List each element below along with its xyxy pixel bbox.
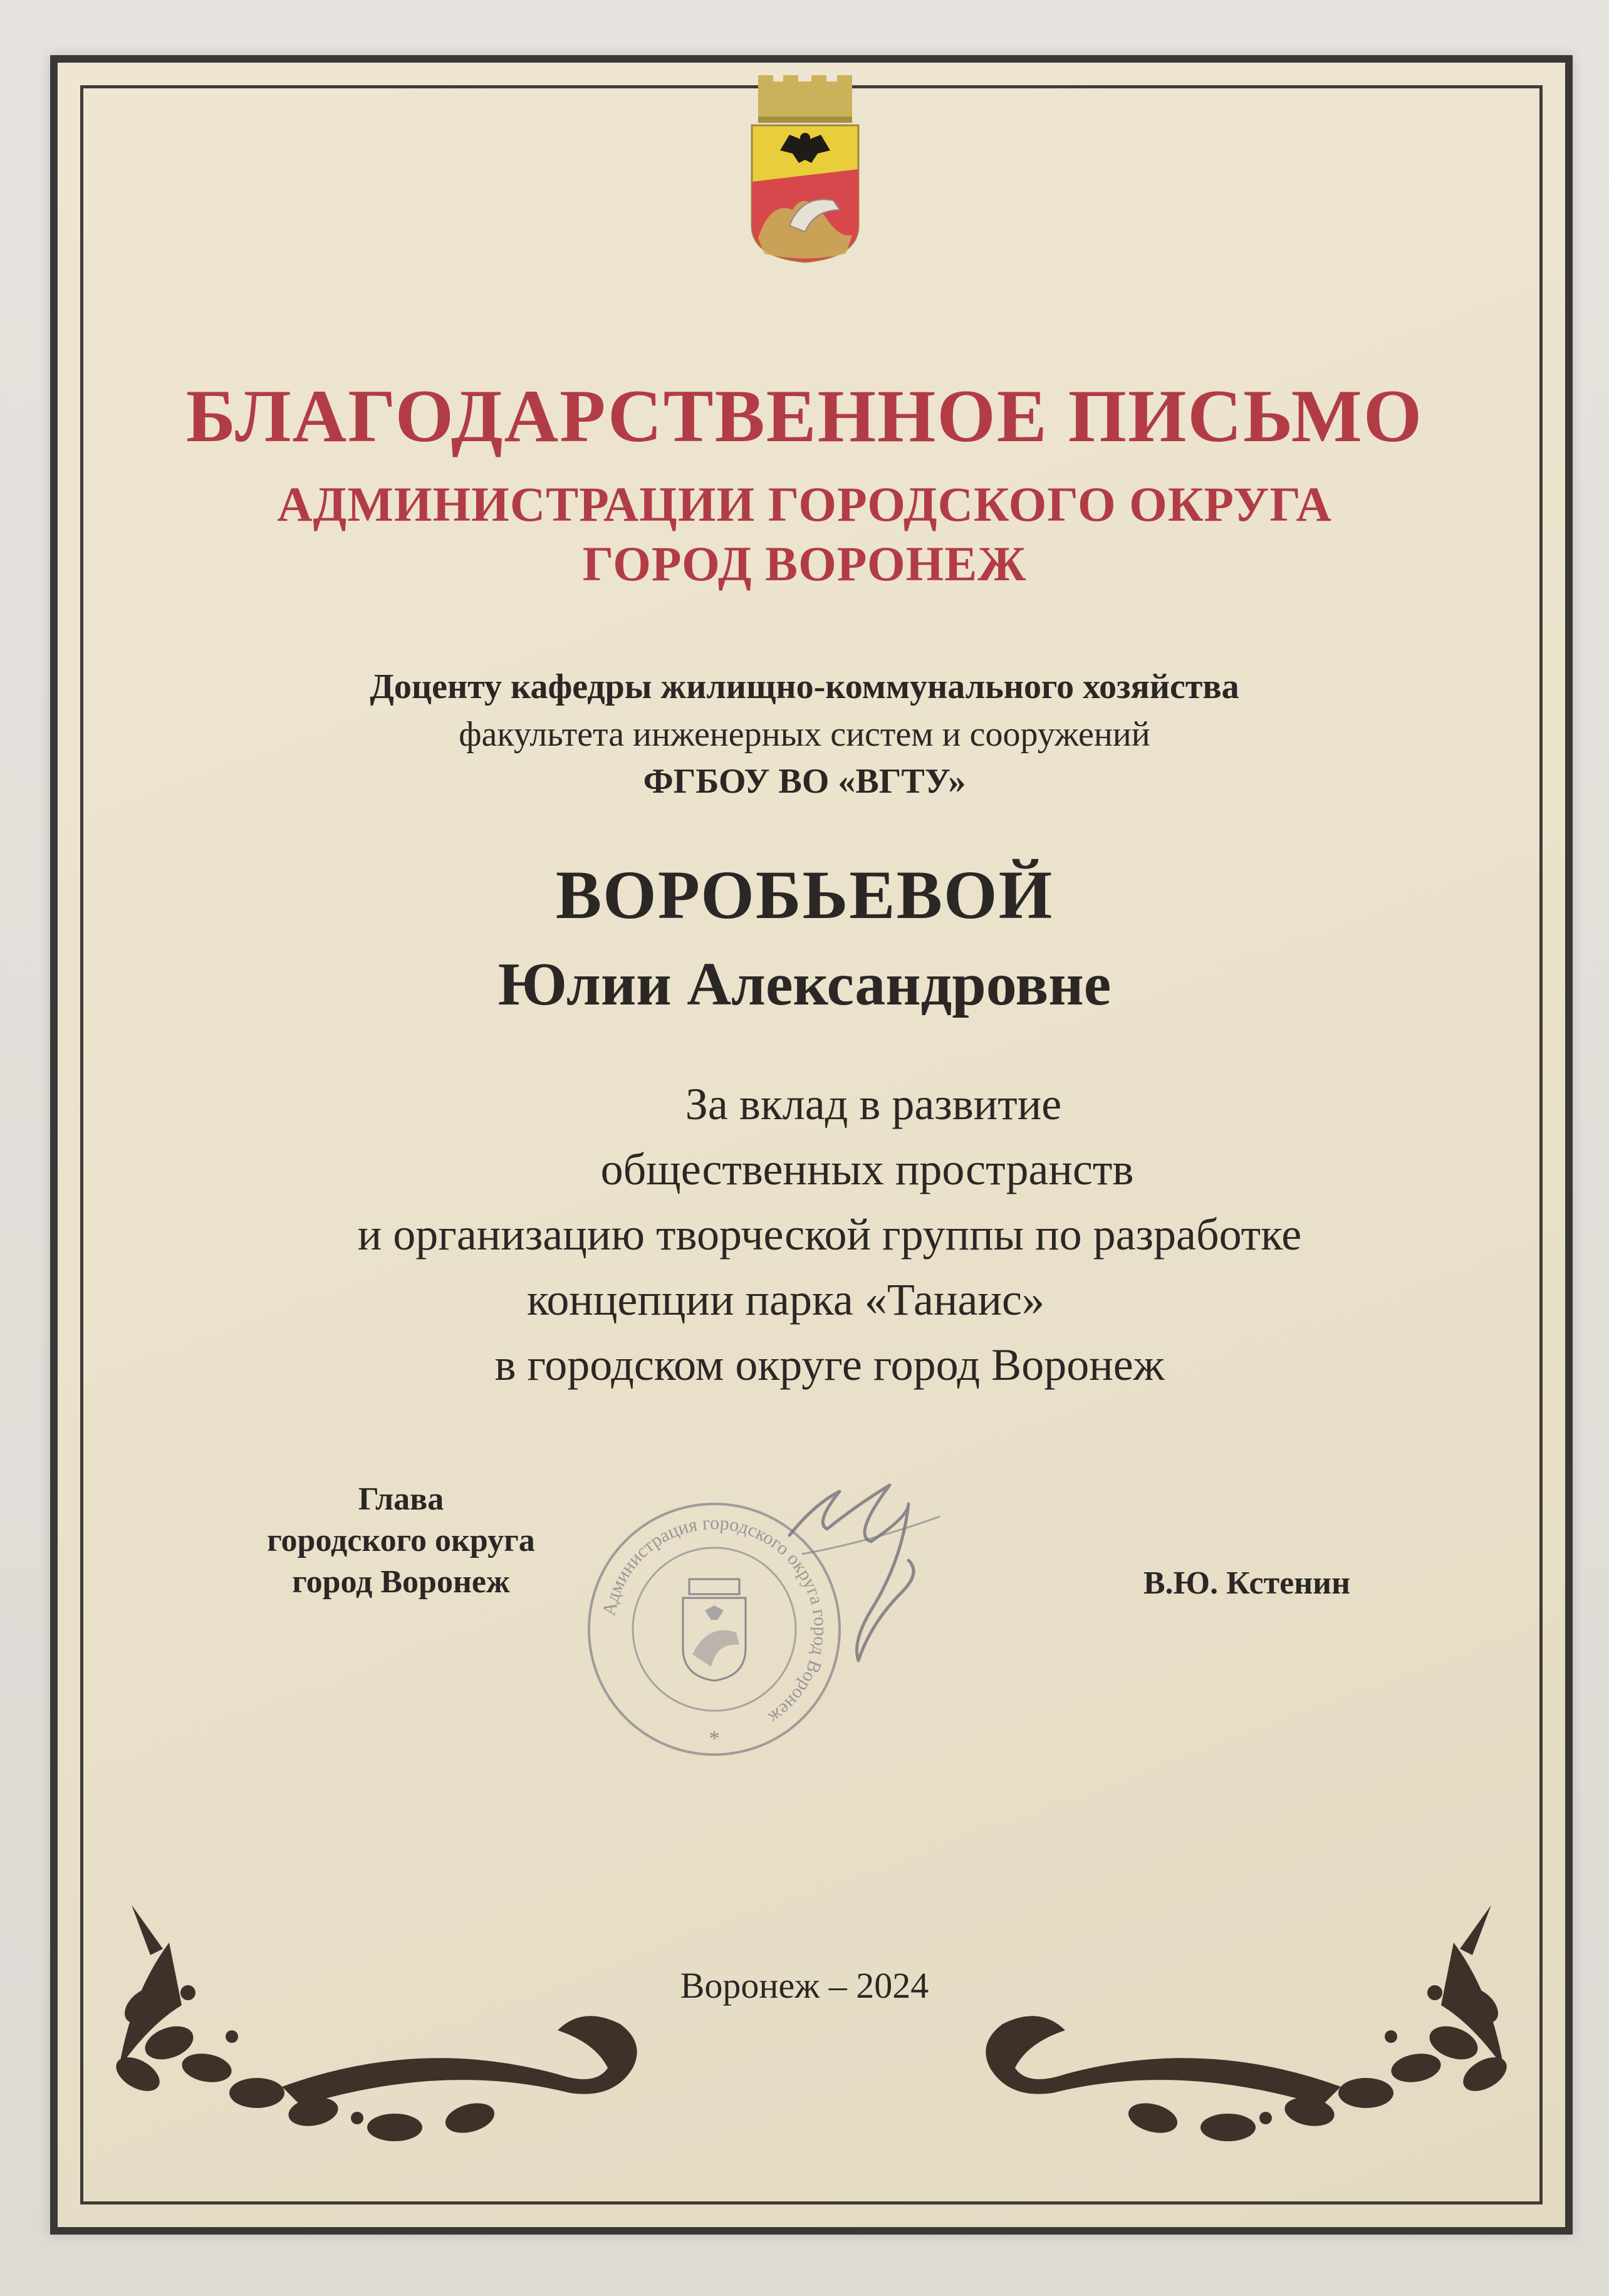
seal-star: * bbox=[709, 1727, 720, 1750]
seal-ring-text: Администрация городского округа город Воронеж bbox=[598, 1512, 831, 1728]
recipient-position-2: факультета инженерных систем и сооружений bbox=[459, 715, 1150, 754]
reason-line: За вклад в развитие bbox=[685, 1079, 1062, 1129]
reason-line: в городском округе город Воронеж bbox=[494, 1340, 1165, 1390]
signatory-name: В.Ю. Кстенин bbox=[1143, 1565, 1351, 1601]
signatory-post-line: город Воронеж bbox=[292, 1564, 510, 1600]
issuer-line-1: АДМИНИСТРАЦИИ ГОРОДСКОГО ОКРУГА bbox=[277, 477, 1332, 531]
coat-of-arms-icon bbox=[746, 75, 865, 263]
recipient-organization: ФГБОУ ВО «ВГТУ» bbox=[643, 762, 966, 801]
oak-branch-ornament bbox=[840, 1880, 1529, 2143]
reason-line: общественных пространств bbox=[600, 1144, 1134, 1194]
signatory-post-line: Глава bbox=[358, 1481, 444, 1517]
handwritten-signature bbox=[777, 1466, 965, 1704]
signatory-post-line: городского округа bbox=[267, 1523, 535, 1558]
reason-line: и организацию творческой группы по разработке bbox=[357, 1209, 1302, 1260]
letter-title: БЛАГОДАРСТВЕННОЕ ПИСЬМО bbox=[185, 374, 1424, 457]
recipient-surname: ВОРОБЬЕВОЙ bbox=[555, 857, 1054, 933]
award-reason bbox=[0, 1072, 1609, 1397]
reason-line: концепции парка «Танаис» bbox=[527, 1275, 1044, 1325]
oak-branch-ornament bbox=[94, 1880, 783, 2143]
recipient-given-names: Юлии Александровне bbox=[497, 951, 1112, 1018]
signatory-post bbox=[207, 1479, 595, 1603]
recipient-position-1: Доценту кафедры жилищно-коммунального хозяйства bbox=[370, 667, 1239, 706]
issuer-line-2: ГОРОД ВОРОНЕЖ bbox=[582, 536, 1027, 591]
place-and-date: Воронеж – 2024 bbox=[680, 1965, 929, 2006]
